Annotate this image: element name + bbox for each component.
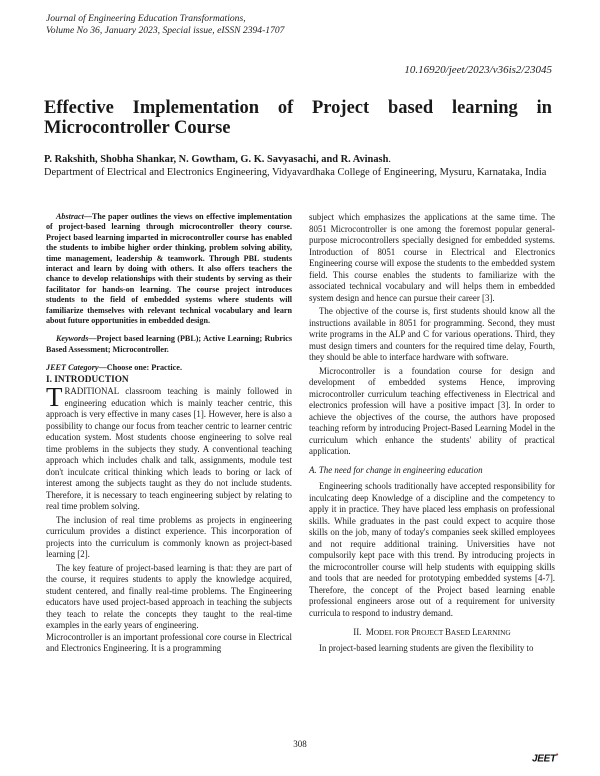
journal-line-2: Volume No 36, January 2023, Special issue, eISSN 2394-1707 [46, 25, 285, 36]
sc-rest-1: ODEL FOR [373, 628, 412, 637]
sc-cap-m: M [365, 627, 374, 637]
section-heading-model [309, 627, 555, 639]
right-paragraph-2: The objective of the course is, first students should know all the instructions available in 8051 for programming. Second, they must write programs in the ALP and C for various operations. Third, they must design timers and counters for the required time delay, Fourth, they should be able to interface hardware with software. [309, 306, 555, 362]
title-word: in [536, 98, 552, 118]
page-number: 308 [293, 739, 307, 749]
title-word: Effective [44, 98, 114, 118]
intro-paragraph-2: The inclusion of real time problems as projects in engineering curriculum provides a distinct experience. This incorporation of projects into the curriculum is commonly known as project-based learning [2]. [46, 514, 292, 560]
section-heading-introduction: I. INTRODUCTION [46, 374, 129, 385]
keywords-label: Keywords [56, 334, 89, 344]
keywords [46, 334, 292, 355]
journal-header [46, 13, 284, 37]
title-word: of [277, 98, 294, 118]
paper-title [44, 98, 552, 138]
right-paragraph-1: subject which emphasizes the applications at the same time. The 8051 Microcontroller is one among the foremost popular general-purpose microcontrollers specially designed for embedded systems. Introduction of 8051 course in Electrical and Electronics Engineering course will expose the students to the embedded system field. This course enables the students to familiarize with the associated technical vocabulary and will helps them in embedded system design and hence can pursue their career [3]. [309, 212, 555, 303]
author-block [44, 154, 554, 180]
jeet-category [46, 362, 292, 374]
intro-paragraph-4: Microcontroller is an important professional core course in Electrical and Electronics Engineering. It is a programming [46, 631, 292, 654]
title-line-1 [44, 98, 552, 118]
sc-rest-3: ASED [450, 628, 473, 637]
right-paragraph-5: In project-based learning students are given the flexibility to [319, 642, 534, 653]
doi[interactable]: 10.16920/jeet/2023/v36is2/23045 [404, 64, 552, 76]
section-number: II. [353, 627, 362, 637]
sc-cap-b: B [445, 627, 451, 637]
right-column [309, 212, 555, 654]
title-word: Implementation [132, 98, 260, 118]
intro-paragraph-1 [46, 382, 292, 513]
intro-paragraph-3: The key feature of project-based learning is that: they are part of the course, it requires students to apply the knowledge acquired, student centered, and finally real-time problems. The Engineering educators have used project-based approach in teaching the subjects they teach to relate the concepts they taught to the real-time examples in the early years of engineering. [46, 562, 292, 631]
title-word: based [387, 98, 434, 118]
category-text: —Choose one: Practice. [98, 363, 182, 373]
affiliation: Department of Electrical and Electronics Engineering, Vidyavardhaka College of Engineering, Mysuru, Karnataka, India [44, 166, 547, 178]
drop-cap: T [46, 382, 63, 413]
title-line-2: Microcontroller Course [44, 118, 231, 138]
journal-line-1: Journal of Engineering Education Transformations, [46, 13, 246, 24]
sc-rest-2: ROJECT [416, 628, 445, 637]
author-names: P. Rakshith, Shobha Shankar, N. Gowtham, G. K. Savyasachi, and R. Avinash [44, 154, 389, 165]
logo-text: JEET [532, 753, 556, 765]
sc-cap-l: L [472, 627, 478, 637]
right-paragraph-4: Engineering schools traditionally have accepted responsibility for inculcating deep Knowledge of a discipline and the competency to apply it in practice. They have placed less emphasis on professional skills. While graduates in the past could expect to acquire those skills on the job, many of today's companies seek skilled employees and not require additional training. Universities have not compulsorily kept pace with this trend. By introducing projects in the microcontroller course will help students with equipping skills and tools that are needed for prototyping embedded systems [4-7]. Therefore, the concept of the Project based learning enable professional engineers arose out of a requirement for university curricula to respond to industry demand. [309, 481, 555, 618]
sc-rest-4: EARNING [477, 628, 511, 637]
title-word: Project [312, 98, 370, 118]
category-label: JEET Category [46, 363, 99, 373]
left-column [46, 212, 292, 655]
abstract [46, 212, 292, 326]
intro-p1-text: RADITIONAL classroom teaching is mainly followed in engineering education which is mainly teacher centric, this approach is very effective in many cases [1]. However, here is also a possibility to change our focus from teacher centric to learner centric education system. Most students choose engineering to solve real time problems in the subjects they study. A conventional teaching approach which includes chalk and talk, assignments, module test don't inculcate critical thinking which leads to boring or lack of interest among the subjects taught as they do not include students. Therefore, it is necessary to teach engineering subject by relating to real time problem solving. [46, 386, 292, 512]
sc-cap-p: P [411, 627, 417, 637]
authors-end: . [388, 154, 391, 165]
title-word: learning [451, 98, 518, 118]
logo-mark: • [555, 752, 558, 759]
keywords-text: —Project based learning (PBL); Active Learning; Rubrics Based Assessment; Microcontroller. [46, 334, 292, 354]
subsection-heading-a: A. The need for change in engineering education [309, 464, 483, 475]
abstract-text: —The paper outlines the views on effective implementation of project-based learning through microcontroller theory course. Project based learning imparted in microcontroller course has enabled the students to imbibe higher order thinking, problem solving ability, time management, leadership & teamwork. Through PBL students interact and learn by doing with others. It also offers teachers the chance to develop relationships with their students by serving as their facilitator for hands-on learning. The course project introduces students to the field of embedded systems where students will familiarize themselves with relevant technical vocabulary and learn about future opportunities in embedded design. [46, 212, 292, 326]
right-paragraph-3: Microcontroller is a foundation course for design and development of embedded systems Hence, improving microcontroller curriculum teaching effectiveness in Electrical and electronics profession will have a positive impact [3]. In order to achieve the objectives of the course, the authors have proposed teaching reform by introducing Project-Based Learning Model in the curriculum which enhance the students' ability of practical application. [309, 365, 555, 456]
jeet-logo [532, 752, 558, 764]
authors [44, 154, 554, 167]
abstract-label: Abstract [56, 212, 84, 221]
